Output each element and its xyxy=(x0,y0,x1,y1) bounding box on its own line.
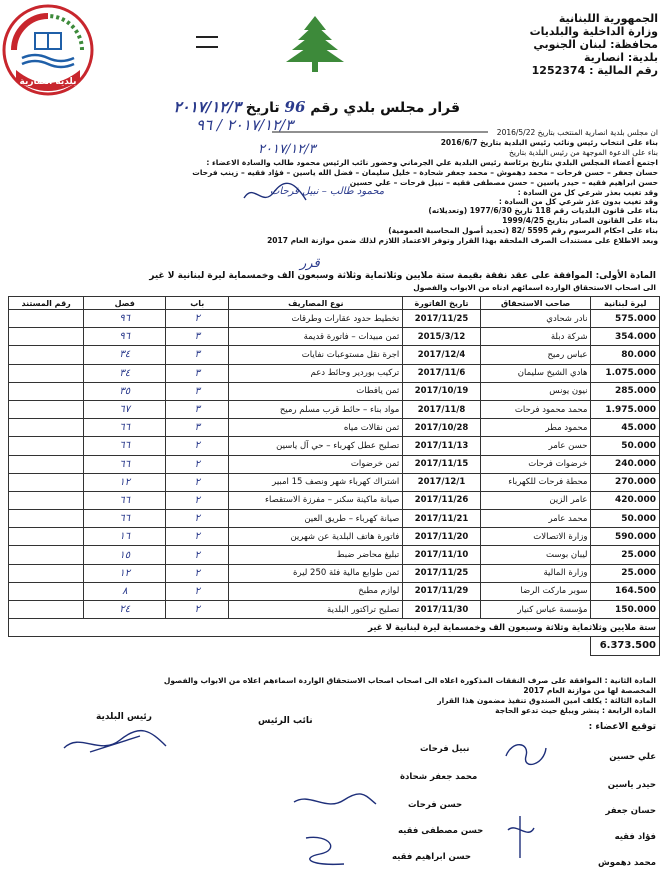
header-block xyxy=(458,12,658,77)
cell-beneficiary: نادر شحادي xyxy=(480,310,591,328)
member-signature xyxy=(500,736,550,770)
cell-type: مواد بناء – حائط قرب مسلم رميح xyxy=(229,400,403,418)
cell-doc-no xyxy=(9,564,84,582)
cell-chapter: ٣ xyxy=(166,382,229,400)
member-signature xyxy=(300,830,350,870)
cell-beneficiary: نيون يونس xyxy=(480,382,591,400)
cell-type: ثمن يافطات xyxy=(229,382,403,400)
cell-section: ٣٤ xyxy=(84,364,166,382)
preamble-line: بناء على انتخاب رئيس ونائب رئيس البلدية بتاريخ 2016/6/7 xyxy=(440,138,658,147)
col-chapter: باب xyxy=(166,297,229,310)
member-name: حيدر ياسين xyxy=(607,780,656,790)
cell-amount: 285.000 xyxy=(591,382,660,400)
table-row xyxy=(9,564,660,582)
table-row xyxy=(9,400,660,418)
cell-type: اشتراك كهرباء شهر ونصف 15 امبير xyxy=(229,473,403,491)
table-row xyxy=(9,310,660,328)
cell-amount: 1.075.000 xyxy=(591,364,660,382)
cell-beneficiary: هادي الشيخ سليمان xyxy=(480,364,591,382)
title-number: 96 xyxy=(284,98,306,116)
col-section: فصل xyxy=(84,297,166,310)
cell-doc-no xyxy=(9,491,84,509)
cell-amount: 1.975.000 xyxy=(591,400,660,418)
cell-amount: 45.000 xyxy=(591,419,660,437)
cell-type: ثمن نقالات مياه xyxy=(229,419,403,437)
president-label: رئيس البلدية xyxy=(96,712,152,722)
cell-doc-no xyxy=(9,582,84,600)
table-header-row xyxy=(9,297,660,310)
vice-president-label: نائب الرئيس xyxy=(258,716,313,726)
title-printed: قرار مجلس بلدي رقم xyxy=(310,100,460,116)
financial-number: 1252374 xyxy=(531,64,586,77)
cell-date: 2017/10/19 xyxy=(403,382,480,400)
cell-beneficiary: ليبان بوست xyxy=(480,546,591,564)
cell-date: 2017/11/13 xyxy=(403,437,480,455)
ministry-name: وزارة الداخلية والبلديات xyxy=(529,25,658,38)
preamble-line: حسن ابراهيم فقيه – حيدر ياسين – حسن مصطفى فقيه – نبيل فرحات – علي حسين xyxy=(349,178,658,187)
cell-beneficiary: مؤسسة عباس كنيار xyxy=(480,601,591,619)
cell-date: 2017/11/10 xyxy=(403,546,480,564)
cell-chapter: ٢ xyxy=(166,455,229,473)
cell-chapter: ٣ xyxy=(166,364,229,382)
cell-doc-no xyxy=(9,437,84,455)
municipality-logo xyxy=(2,4,94,96)
cell-doc-no xyxy=(9,510,84,528)
title-handwritten-line: ٢٠١٧/١٢/٣ / ٩٦ xyxy=(196,116,294,134)
cell-section: ٩٦ xyxy=(84,328,166,346)
col-doc-no: رقم المستند xyxy=(9,297,84,310)
cell-section: ٦٧ xyxy=(84,400,166,418)
title-date-word: تاريخ xyxy=(245,100,280,116)
cell-section: ٣٥ xyxy=(84,382,166,400)
cell-doc-no xyxy=(9,364,84,382)
cell-date: 2017/11/26 xyxy=(403,491,480,509)
cell-amount: 50.000 xyxy=(591,437,660,455)
table-row xyxy=(9,601,660,619)
cell-chapter: ٢ xyxy=(166,546,229,564)
cell-date: 2017/11/8 xyxy=(403,400,480,418)
cell-section: ١٦ xyxy=(84,528,166,546)
cell-section: ١٢ xyxy=(84,473,166,491)
cell-doc-no xyxy=(9,310,84,328)
member-name: حسان جعفر xyxy=(605,806,656,816)
cell-type: اجرة نقل مستوعبات نفايات xyxy=(229,346,403,364)
cell-type: ثمن خرضوات xyxy=(229,455,403,473)
member-signature xyxy=(290,790,380,814)
municipality-name: بلدية: انصارية xyxy=(583,51,658,64)
cell-beneficiary: خرضوات فرحات xyxy=(480,455,591,473)
cell-doc-no xyxy=(9,419,84,437)
cell-amount: 420.000 xyxy=(591,491,660,509)
cell-date: 2017/11/29 xyxy=(403,582,480,600)
dash-mark xyxy=(196,46,218,48)
cell-doc-no xyxy=(9,328,84,346)
cell-type: صيانة كهرباء – طريق العين xyxy=(229,510,403,528)
cell-chapter: ٢ xyxy=(166,528,229,546)
cell-type: صيانة ماكينة سكنر – مفرزة الاستقصاء xyxy=(229,491,403,509)
cell-chapter: ٢ xyxy=(166,437,229,455)
cell-beneficiary: شركة دبلة xyxy=(480,328,591,346)
cell-type: ثمن مبيدات – فاتورة قديمة xyxy=(229,328,403,346)
financial-number-label: رقم المالية : xyxy=(589,64,658,77)
cedar-icon xyxy=(282,14,348,74)
cell-doc-no xyxy=(9,346,84,364)
member-name: محمد دهموش xyxy=(598,858,656,868)
member-name: حسن مصطفى فقيه xyxy=(398,826,484,836)
member-name: علي حسين xyxy=(609,752,656,762)
cell-amount: 240.000 xyxy=(591,455,660,473)
cell-beneficiary: محمود مطر xyxy=(480,419,591,437)
cell-beneficiary: محمد محمود فرحات xyxy=(480,400,591,418)
table-row xyxy=(9,346,660,364)
cell-type: لوازم مطبخ xyxy=(229,582,403,600)
preamble-line: وبعد الاطلاع على مستندات الصرف الملحقة بهذا القرار وتوفر الاعتماد اللازم لذلك ضمن موازنة العام 2017 xyxy=(267,236,658,245)
article-line: المخصصة لها من موازنة العام 2017 xyxy=(523,686,656,695)
table-row xyxy=(9,382,660,400)
title-date: ٢٠١٧/١٢/٣ xyxy=(173,98,241,116)
cell-amount: 25.000 xyxy=(591,564,660,582)
cell-section: ٦٦ xyxy=(84,437,166,455)
table-row xyxy=(9,419,660,437)
preamble-line: بناء على القانون الصادر بتاريخ 1999/4/25 xyxy=(502,216,658,225)
table-row xyxy=(9,437,660,455)
cell-type: تصليح تراكتور البلدية xyxy=(229,601,403,619)
preamble-line: حسان جعفر – حسن فرحات – محمد دهموش – محمد جعفر شحادة – خليل سليمان – فضل الله ياسين – فؤاد فقيه – زينب فرحات xyxy=(192,168,658,177)
cell-type: تخطيط حدود عقارات وطرقات xyxy=(229,310,403,328)
cell-chapter: ٢ xyxy=(166,510,229,528)
table-row xyxy=(9,455,660,473)
cell-chapter: ٣ xyxy=(166,419,229,437)
cell-section: ٦٦ xyxy=(84,419,166,437)
article1-line xyxy=(149,272,656,281)
president-signature xyxy=(60,722,170,762)
cell-amount: 50.000 xyxy=(591,510,660,528)
cell-doc-no xyxy=(9,546,84,564)
table-row xyxy=(9,510,660,528)
republic-name: الجمهورية اللبنانية xyxy=(558,12,658,25)
table-total-row xyxy=(9,637,660,655)
preamble-line: بناء على الدعوة الموجهة من رئيس البلدية بتاريخ xyxy=(509,148,658,157)
preamble-line: بناء على قانون البلديات رقم 118 تاريخ 1977/6/30 (وتعديلاته) xyxy=(428,206,658,215)
table-row xyxy=(9,582,660,600)
dash-mark xyxy=(196,36,218,38)
logo-text: بلدية انصارية xyxy=(19,77,77,87)
cell-date: 2017/11/6 xyxy=(403,364,480,382)
table-row xyxy=(9,528,660,546)
expenses-table xyxy=(8,296,660,656)
table-row xyxy=(9,364,660,382)
cell-section: ٩٦ xyxy=(84,310,166,328)
cell-date: 2017/11/21 xyxy=(403,510,480,528)
handwritten-names-note: محمود طالب – نبيل فرحات xyxy=(270,186,385,197)
cell-section: ١٥ xyxy=(84,546,166,564)
preamble-line: بناء على احكام المرسوم رقم 5595 /82 (تحديد أصول المحاسبة العمومية) xyxy=(388,226,658,235)
cell-beneficiary: وزارة الاتصالات xyxy=(480,528,591,546)
cell-date: 2017/12/4 xyxy=(403,346,480,364)
cell-amount: 25.000 xyxy=(591,546,660,564)
cell-amount: 164.500 xyxy=(591,582,660,600)
article-line: المادة الثانية : الموافقة على صرف النفقات المذكورة اعلاه الى اصحاب اصحاب الاستحقاق الواردة اسماءهم اعلاه من الابواب والفصول xyxy=(163,676,656,685)
preamble-line: وقد تغيب بدون عذر شرعي كل من السادة : xyxy=(498,197,658,206)
cell-amount: 575.000 xyxy=(591,310,660,328)
cell-beneficiary: حسن عامر xyxy=(480,437,591,455)
total-amount: 6.373.500 xyxy=(591,637,660,655)
cell-section: ٢٤ xyxy=(84,601,166,619)
member-name: نبيل فرحات xyxy=(420,744,470,754)
cell-date: 2017/10/28 xyxy=(403,419,480,437)
cell-type: فاتورة هاتف البلدية عن شهرين xyxy=(229,528,403,546)
cell-type: تبليغ محاضر ضبط xyxy=(229,546,403,564)
cell-doc-no xyxy=(9,382,84,400)
cell-doc-no xyxy=(9,528,84,546)
cell-amount: 270.000 xyxy=(591,473,660,491)
col-amount: ليرة لبنانية xyxy=(591,297,660,310)
cell-type: تركيب بوردير وحائط دعم xyxy=(229,364,403,382)
cell-date: 2017/11/15 xyxy=(403,455,480,473)
article1-text: الموافقة على عقد نفقة بقيمة ستة ملايين وثلاثماية وثلاثة وسبعون الف وخمسماية ليرة لبنانية لا غير xyxy=(149,271,593,281)
cell-amount: 150.000 xyxy=(591,601,660,619)
cell-section: ٦٦ xyxy=(84,455,166,473)
cell-chapter: ٢ xyxy=(166,491,229,509)
cell-doc-no xyxy=(9,473,84,491)
table-row xyxy=(9,328,660,346)
cell-chapter: ٣ xyxy=(166,346,229,364)
col-expense-type: نوع المصاريف xyxy=(229,297,403,310)
table-row xyxy=(9,491,660,509)
cell-date: 2017/11/25 xyxy=(403,564,480,582)
cell-beneficiary: محمد عامر xyxy=(480,510,591,528)
article-line: المادة الرابعة : ينشر ويبلغ حيث تدعو الحاجة xyxy=(495,706,656,715)
cell-section: ١٢ xyxy=(84,564,166,582)
cell-date: 2017/11/25 xyxy=(403,310,480,328)
title-underline xyxy=(270,128,490,136)
table-words-total-row xyxy=(9,619,660,637)
member-name: حسن فرحات xyxy=(408,800,463,810)
table-row xyxy=(9,473,660,491)
preamble-line: ان مجلس بلدية انصارية المنتخب بتاريخ 2016/5/22 xyxy=(496,128,658,137)
cell-chapter: ٢ xyxy=(166,564,229,582)
decision-title xyxy=(174,98,461,116)
cell-date: 2017/11/20 xyxy=(403,528,480,546)
article1-text2: الى اصحاب الاستحقاق الواردة اسمائهم ادناه من الابواب والفصول xyxy=(413,283,656,292)
cell-beneficiary: وزارة المالية xyxy=(480,564,591,582)
preamble-line: وقد تغيب بعذر شرعي كل من السادة : xyxy=(517,188,658,197)
cell-beneficiary: عباس رميح xyxy=(480,346,591,364)
cell-amount: 354.000 xyxy=(591,328,660,346)
article1-label: المادة الأولى: xyxy=(595,271,656,281)
cell-chapter: ٢ xyxy=(166,601,229,619)
cell-section: ٨ xyxy=(84,582,166,600)
cell-section: ٣٤ xyxy=(84,346,166,364)
governorate-name: محافظة: لبنان الجنوبي xyxy=(533,38,658,51)
cell-chapter: ٢ xyxy=(166,582,229,600)
members-label: توقيع الاعضاء : xyxy=(588,722,656,732)
cell-date: 2015/3/12 xyxy=(403,328,480,346)
member-name: حسن ابراهيم فقيه xyxy=(392,852,471,862)
member-name: فؤاد فقيه xyxy=(614,832,656,842)
cell-date: 2017/11/30 xyxy=(403,601,480,619)
financial-number-row xyxy=(458,64,658,77)
cell-chapter: ٣ xyxy=(166,328,229,346)
cell-type: ثمن طوابع مالية فئة 250 ليرة xyxy=(229,564,403,582)
handwritten-decided-note: قرر xyxy=(300,256,320,271)
article-line: المادة الثالثة : يكلف امين الصندوق تنفيذ مضمون هذا القرار xyxy=(437,696,656,705)
scribble-mark xyxy=(240,180,310,210)
cell-doc-no xyxy=(9,400,84,418)
col-invoice-date: تاريخ الفاتورة xyxy=(403,297,480,310)
cell-amount: 80.000 xyxy=(591,346,660,364)
cell-chapter: ٢ xyxy=(166,310,229,328)
cell-doc-no xyxy=(9,601,84,619)
member-signature xyxy=(500,812,540,862)
cell-doc-no xyxy=(9,455,84,473)
handwritten-date-note: ٢٠١٧/١٢/٣ xyxy=(258,142,316,157)
table-row xyxy=(9,546,660,564)
cell-section: ٦٦ xyxy=(84,491,166,509)
cell-chapter: ٣ xyxy=(166,400,229,418)
cell-beneficiary: سوبر ماركت الرضا xyxy=(480,582,591,600)
cell-beneficiary: محطة فرحات للكهرباء xyxy=(480,473,591,491)
cell-section: ٦٦ xyxy=(84,510,166,528)
cell-amount: 590.000 xyxy=(591,528,660,546)
words-total: ستة ملايين وثلاثماية وثلاثة وسبعون الف وخمسماية ليرة لبنانية لا غير xyxy=(9,619,660,637)
preamble-line: اجتمع أعضاء المجلس البلدي بتاريخ برئاسة رئيس البلدية علي الجرماني وحضور نائب الرئيس محمود طالب والسادة الاعضاء : xyxy=(206,158,658,167)
cell-type: تصليح عطل كهرباء – حي آل ياسين xyxy=(229,437,403,455)
col-beneficiary: صاحب الاستحقاق xyxy=(480,297,591,310)
cell-date: 2017/12/1 xyxy=(403,473,480,491)
member-name: محمد جعفر شحادة xyxy=(400,772,478,782)
cell-chapter: ٢ xyxy=(166,473,229,491)
cell-beneficiary: عامر الزين xyxy=(480,491,591,509)
